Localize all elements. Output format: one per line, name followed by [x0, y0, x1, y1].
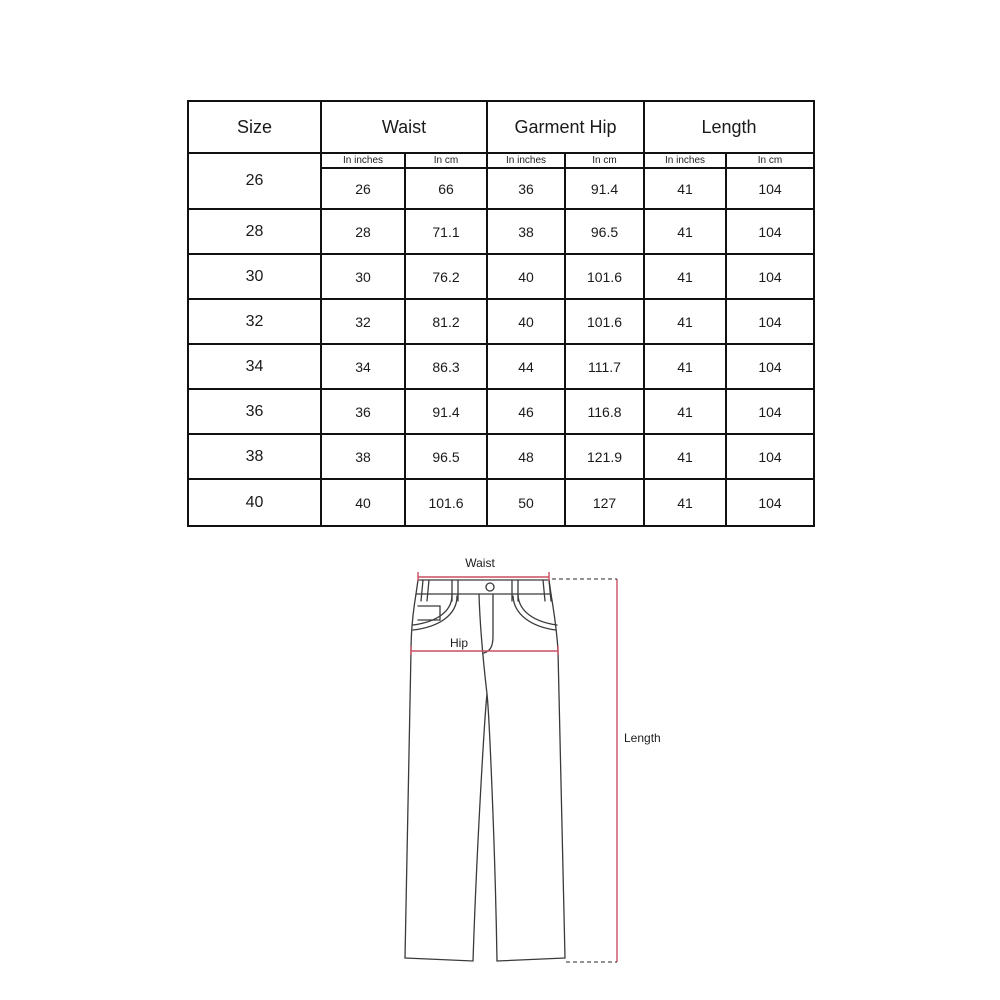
hip-inches-value: 40 [487, 254, 565, 299]
hip-cm-value: 101.6 [565, 254, 644, 299]
length-cm-value: 104 [726, 209, 814, 254]
waist-column-header: Waist [321, 101, 487, 153]
measurement-lines [411, 572, 617, 962]
unit-header-hip-inches: In inches [487, 153, 565, 168]
hip-cm-value: 116.8 [565, 389, 644, 434]
center-front-seam [479, 594, 487, 694]
length-inches-value: 41 [644, 389, 726, 434]
hip-inches-value: 44 [487, 344, 565, 389]
waist-cm-value: 81.2 [405, 299, 487, 344]
hip-measure-line [411, 646, 558, 655]
waist-cm-value: 66 [405, 168, 487, 209]
unit-header-length-cm: In cm [726, 153, 814, 168]
length-cm-value: 104 [726, 389, 814, 434]
table-row [188, 299, 814, 344]
waist-inches-value: 26 [321, 168, 405, 209]
belt-loops [421, 580, 551, 601]
size-cell: 26 [188, 153, 321, 209]
hip-cm-value: 111.7 [565, 344, 644, 389]
length-inches-value: 41 [644, 254, 726, 299]
waist-cm-value: 101.6 [405, 479, 487, 526]
legs-inner-seams [405, 694, 565, 961]
size-cell: 38 [188, 434, 321, 479]
table-row [188, 254, 814, 299]
waist-inches-value: 38 [321, 434, 405, 479]
waist-cm-value: 86.3 [405, 344, 487, 389]
length-cm-value: 104 [726, 254, 814, 299]
unit-header-length-inches: In inches [644, 153, 726, 168]
size-cell: 40 [188, 479, 321, 526]
hip-inches-value: 40 [487, 299, 565, 344]
hip-inches-value: 46 [487, 389, 565, 434]
table-row [188, 389, 814, 434]
length-cm-value: 104 [726, 299, 814, 344]
waist-cm-value: 71.1 [405, 209, 487, 254]
hip-inches-value: 48 [487, 434, 565, 479]
hip-cm-value: 91.4 [565, 168, 644, 209]
table-row [188, 434, 814, 479]
pants-measurement-diagram [380, 550, 700, 980]
fly-stitch [484, 594, 493, 653]
hip-inches-value: 38 [487, 209, 565, 254]
waist-inches-value: 28 [321, 209, 405, 254]
length-cm-value: 104 [726, 344, 814, 389]
length-column-header: Length [644, 101, 814, 153]
waist-label: Waist [465, 556, 495, 570]
size-cell: 30 [188, 254, 321, 299]
length-cm-value: 104 [726, 434, 814, 479]
hip-label: Hip [449, 636, 469, 650]
length-inches-value: 41 [644, 168, 726, 209]
garment-hip-column-header: Garment Hip [487, 101, 644, 153]
waist-inches-value: 32 [321, 299, 405, 344]
size-cell: 32 [188, 299, 321, 344]
size-cell: 28 [188, 209, 321, 254]
waist-inches-value: 40 [321, 479, 405, 526]
unit-header-waist-cm: In cm [405, 153, 487, 168]
hip-cm-value: 121.9 [565, 434, 644, 479]
size-cell: 34 [188, 344, 321, 389]
size-cell: 36 [188, 389, 321, 434]
table-row [188, 344, 814, 389]
size-column-header: Size [188, 101, 321, 153]
table-row [188, 209, 814, 254]
size-chart-table [187, 100, 815, 527]
length-inches-value: 41 [644, 209, 726, 254]
left-pocket-curve-inner [413, 596, 457, 630]
hip-inches-value: 36 [487, 168, 565, 209]
unit-header-hip-cm: In cm [565, 153, 644, 168]
length-inches-value: 41 [644, 344, 726, 389]
waist-inches-value: 36 [321, 389, 405, 434]
waist-inches-value: 30 [321, 254, 405, 299]
length-label: Length [624, 731, 661, 745]
length-inches-value: 41 [644, 479, 726, 526]
waist-cm-value: 96.5 [405, 434, 487, 479]
button-icon [486, 583, 494, 591]
table-row [188, 479, 814, 526]
hip-inches-value: 50 [487, 479, 565, 526]
hip-cm-value: 101.6 [565, 299, 644, 344]
unit-header-waist-inches: In inches [321, 153, 405, 168]
hip-cm-value: 127 [565, 479, 644, 526]
hip-cm-value: 96.5 [565, 209, 644, 254]
pants-outline-icon [405, 580, 565, 961]
waistband [416, 580, 551, 594]
length-cm-value: 104 [726, 479, 814, 526]
waist-cm-value: 91.4 [405, 389, 487, 434]
length-inches-value: 41 [644, 434, 726, 479]
waist-cm-value: 76.2 [405, 254, 487, 299]
length-inches-value: 41 [644, 299, 726, 344]
length-cm-value: 104 [726, 168, 814, 209]
waist-inches-value: 34 [321, 344, 405, 389]
